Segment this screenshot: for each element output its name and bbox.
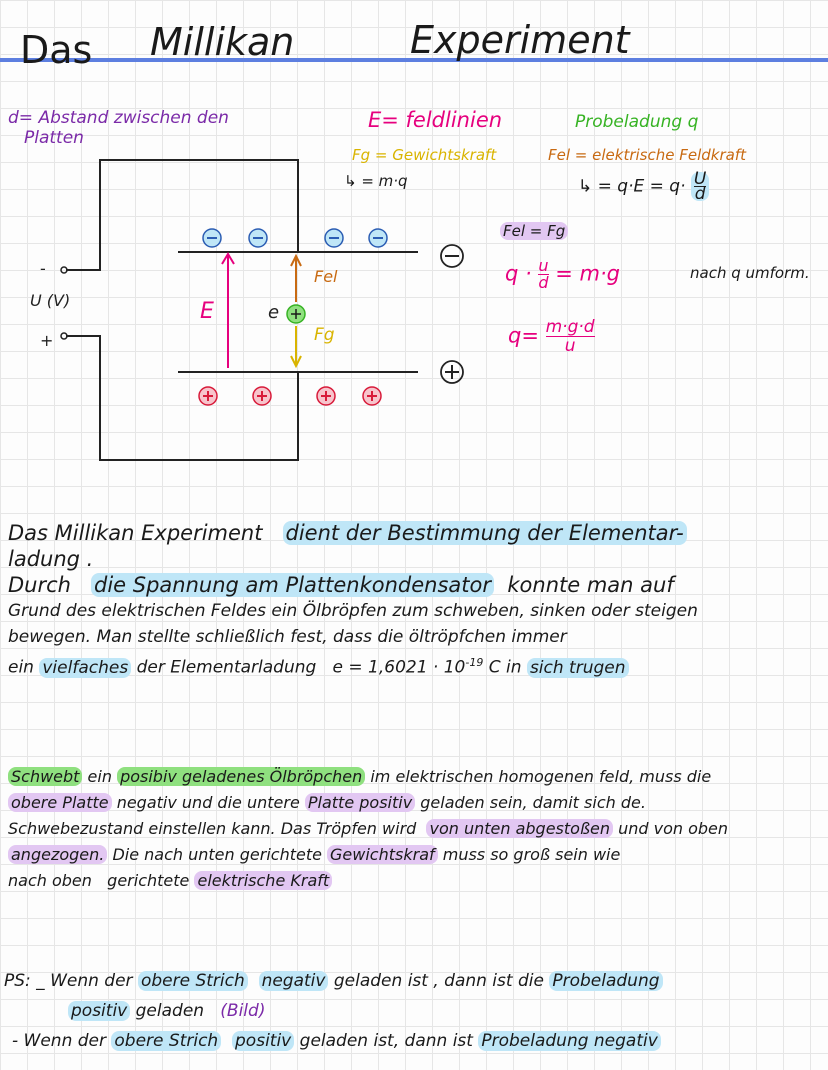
distance-definition: d= Abstand zwischen den Platten bbox=[8, 108, 229, 148]
electric-force-label: Fel bbox=[314, 267, 338, 286]
circuit-wire-top bbox=[66, 160, 298, 270]
voltage-label: U (V) bbox=[30, 291, 71, 310]
solve-for-q-note: nach q umform. bbox=[690, 264, 810, 282]
droplet-label: e bbox=[268, 302, 280, 323]
page-title-experiment: Experiment bbox=[410, 18, 630, 62]
weight-force-formula: ↳ = m·q bbox=[344, 172, 408, 190]
page-title: Das bbox=[20, 28, 93, 72]
negative-charges bbox=[203, 229, 387, 247]
millikan-diagram bbox=[0, 150, 500, 480]
equation-q: q= $\frac{m\cdot g\cdot d}{u}$ bbox=[508, 317, 595, 356]
electric-force-definition: Fel = elektrische Feldkraft bbox=[548, 146, 746, 164]
paragraph-floating: Schwebt ein posibiv geladenes Ölbröpchen im elektrischen homogenen feld, muss die obere Platte negativ und die untere Platte positiv geladen sein, damit sich de. Schwebezustand einstellen kann. Das Tröpfen wird von unten abgestoßen und von oben angezogen. Die nach unten gerichtete Gewichtskraf muss so groß sein wie nach oben gerichtete elektrische Kraft bbox=[8, 767, 729, 890]
electric-force-formula: ↳ = q·E = q· $\frac{U}{d}$ bbox=[578, 172, 709, 201]
field-definition: E= feldlinien bbox=[368, 108, 503, 132]
positive-charges bbox=[199, 387, 381, 405]
force-equality: Fel = Fg bbox=[500, 222, 568, 240]
plus-terminal-label: + bbox=[40, 331, 54, 350]
page-title-millikan: Millikan bbox=[150, 20, 295, 64]
equation-force-balance: q · $\frac{u}{d}$ = m·g bbox=[505, 256, 620, 292]
minus-terminal-label: - bbox=[40, 259, 46, 278]
field-label: E bbox=[200, 299, 214, 324]
weight-force-definition: Fg = Gewichtskraft bbox=[352, 146, 497, 164]
ps-notes: PS: _ Wenn der obere Strich negativ geladen ist , dann ist die Probeladung positiv geladen (Bild) - Wenn der obere Strich positiv geladen ist, dann ist Probeladung negativ bbox=[4, 966, 663, 1056]
weight-force-label: Fg bbox=[314, 325, 335, 345]
probe-charge-label: Probeladung q bbox=[575, 112, 699, 132]
paragraph-intro: Das Millikan Experiment dient der Bestimmung der Elementar- ladung . Durch die Spannung am Plattenkondensator konnte man auf Grund des elektrischen Feldes ein Ölbröpfen zum schweben, sinken oder steigen bewegen. Man stellte schließlich fest, dass die öltröpfchen immer ein vielfaches der Elementarladung $e = 1,6021 \cdot 10^{-19}$ C in sich trugen bbox=[8, 521, 698, 678]
